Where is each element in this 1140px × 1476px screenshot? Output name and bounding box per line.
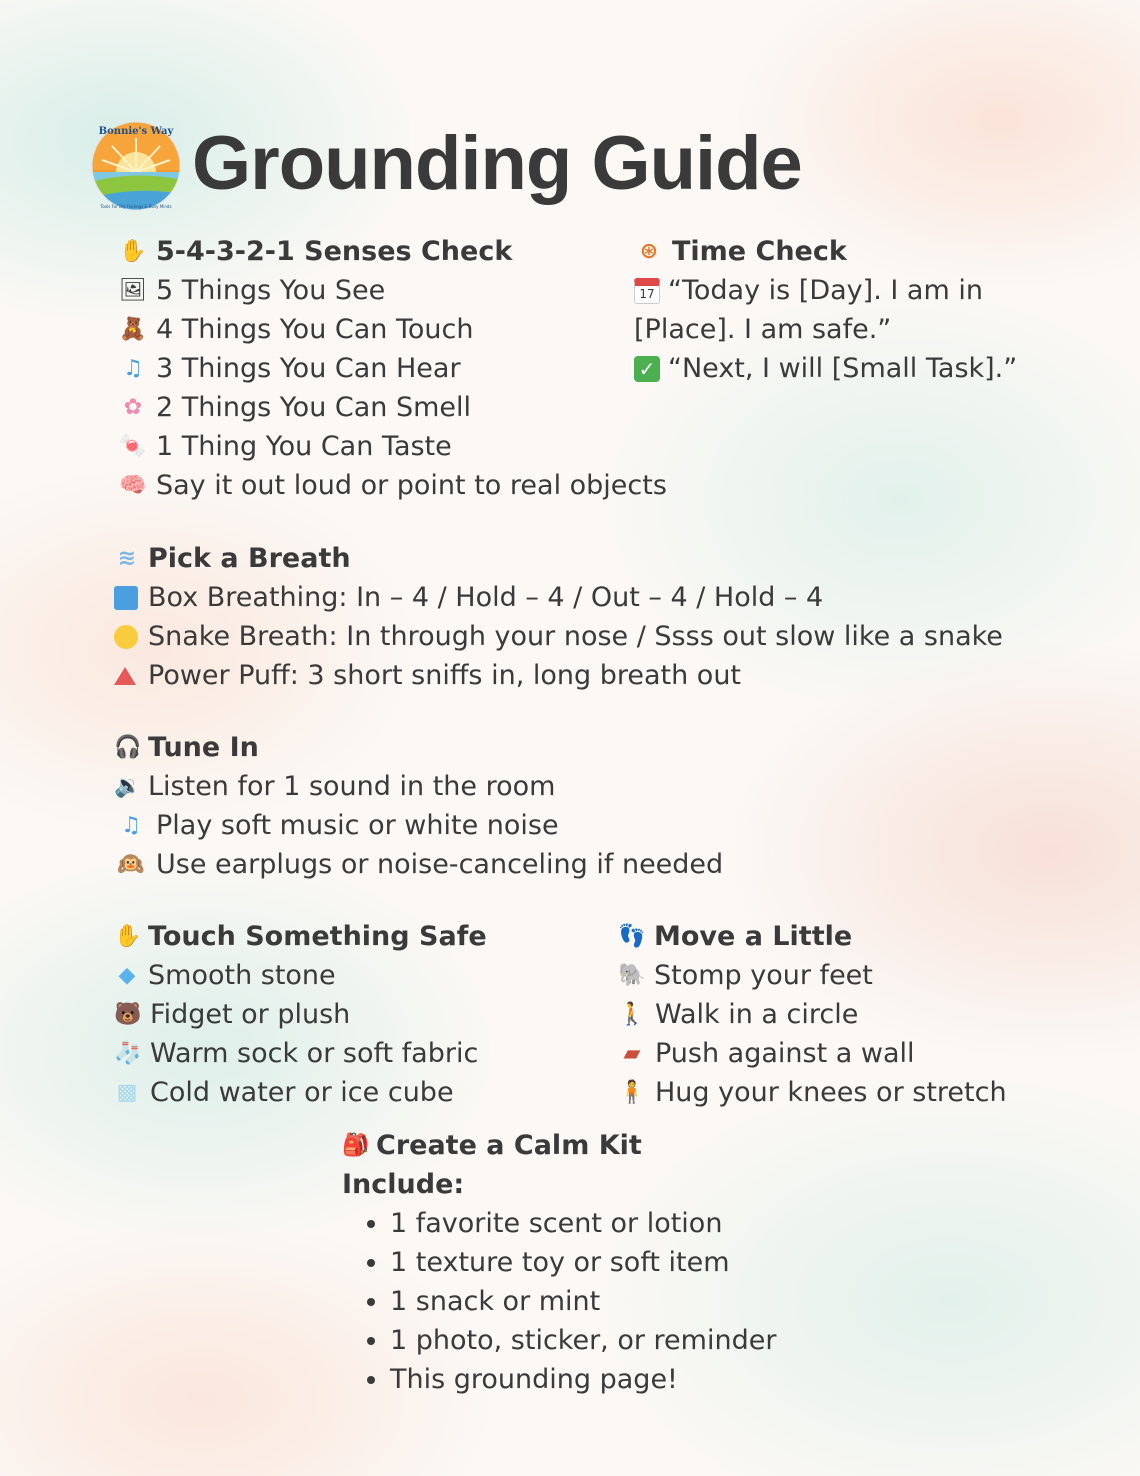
time-section [634, 232, 1017, 388]
blue-square-icon [114, 586, 138, 610]
move-section [618, 917, 1007, 1112]
list-item: 🍬 1 Thing You Can Taste [118, 427, 667, 466]
page-title: Grounding Guide [192, 121, 802, 206]
calendar-icon: 17 [634, 278, 660, 304]
raised-hand-icon: ✋ [114, 924, 142, 949]
backpack-icon: 🎒 [342, 1133, 370, 1158]
elephant-icon: 🐘 [618, 963, 646, 988]
time-heading: Time Check [672, 236, 847, 267]
list-item: • 1 texture toy or soft item [390, 1243, 776, 1282]
footprints-icon: 👣 [618, 924, 646, 949]
brick-icon: ▰ [623, 1041, 641, 1066]
breath-section [114, 539, 1003, 695]
time-line-2: [Place]. I am safe.” [634, 314, 892, 345]
speaker-icon: 🔉 [114, 774, 142, 799]
gem-icon: ◆ [118, 963, 136, 988]
check-mark-icon: ✓ [634, 356, 660, 382]
list-item: ▰ Push against a wall [618, 1034, 1007, 1073]
list-item: • 1 photo, sticker, or reminder [390, 1321, 776, 1360]
list-item: 🧍 Hug your knees or stretch [618, 1073, 1007, 1112]
list-item: 🐻 Fidget or plush [114, 995, 487, 1034]
list-item: • 1 snack or mint [390, 1282, 776, 1321]
list-item: Power Puff: 3 short sniffs in, long breath out [114, 656, 1003, 695]
list-item: 🔉 Listen for 1 sound in the room [114, 767, 723, 806]
senses-heading: 5-4-3-2-1 Senses Check [156, 236, 513, 267]
compass-icon: ⊛ [639, 239, 659, 264]
walking-person-icon: 🚶 [618, 1002, 646, 1027]
candy-icon: 🍬 [119, 434, 147, 459]
list-item: ♫ 3 Things You Can Hear [118, 349, 667, 388]
touch-heading: Touch Something Safe [148, 921, 487, 952]
list-item: 🖼 5 Things You See [118, 271, 667, 310]
list-item: ✿ 2 Things You Can Smell [118, 388, 667, 427]
bear-icon: 🐻 [114, 1002, 142, 1027]
socks-icon: 🧦 [114, 1041, 142, 1066]
touch-section [114, 917, 487, 1112]
wind-icon: ≋ [117, 546, 137, 571]
calm-kit-heading: Create a Calm Kit [376, 1130, 642, 1161]
senses-section [118, 232, 667, 505]
brain-icon: 🧠 [119, 473, 147, 498]
standing-person-icon: 🧍 [618, 1080, 646, 1105]
ice-cube-icon: ▩ [116, 1080, 138, 1105]
list-item: • This grounding page! [390, 1360, 776, 1399]
list-item: 🐘 Stomp your feet [618, 956, 1007, 995]
hear-no-evil-monkey-icon: 🙉 [117, 852, 145, 877]
headphones-icon: 🎧 [114, 735, 142, 760]
tune-heading: Tune In [148, 732, 259, 763]
list-item: 🧦 Warm sock or soft fabric [114, 1034, 487, 1073]
list-item: Box Breathing: In – 4 / Hold – 4 / Out – 4 / Hold – 4 [114, 578, 1003, 617]
list-item: 🧸 4 Things You Can Touch [118, 310, 667, 349]
include-label: Include: [342, 1169, 465, 1200]
red-triangle-icon [114, 667, 136, 685]
bonnies-way-logo [90, 120, 182, 212]
list-item: 🙉 Use earplugs or noise-canceling if needed [114, 845, 723, 884]
raised-hand-icon: ✋ [119, 239, 147, 264]
flower-icon: ✿ [123, 395, 143, 420]
tune-section [114, 728, 723, 884]
list-item: ◆ Smooth stone [114, 956, 487, 995]
list-item: • 1 favorite scent or lotion [390, 1204, 776, 1243]
svg-text:Tools For Big Feelings & Busy: Tools For Big Feelings & Busy Minds [100, 204, 172, 209]
time-line-3: “Next, I will [Small Task].” [668, 353, 1018, 384]
list-item: 🧠 Say it out loud or point to real objects [118, 466, 667, 505]
music-note-icon: ♫ [121, 813, 141, 838]
music-note-icon: ♫ [123, 356, 143, 381]
list-item: ♫ Play soft music or white noise [114, 806, 723, 845]
yellow-circle-icon [114, 625, 138, 649]
picture-icon: 🖼 [119, 278, 147, 303]
list-item: ▩ Cold water or ice cube [114, 1073, 487, 1112]
teddy-bear-icon: 🧸 [119, 317, 147, 342]
list-item: 🚶 Walk in a circle [618, 995, 1007, 1034]
list-item: Snake Breath: In through your nose / Ssss out slow like a snake [114, 617, 1003, 656]
calm-kit-list [342, 1204, 776, 1399]
move-heading: Move a Little [654, 921, 853, 952]
calm-kit-section [342, 1126, 776, 1399]
breath-heading: Pick a Breath [148, 543, 351, 574]
svg-text:Bonnie's Way: Bonnie's Way [98, 126, 174, 137]
time-line-1: “Today is [Day]. I am in [668, 275, 983, 306]
